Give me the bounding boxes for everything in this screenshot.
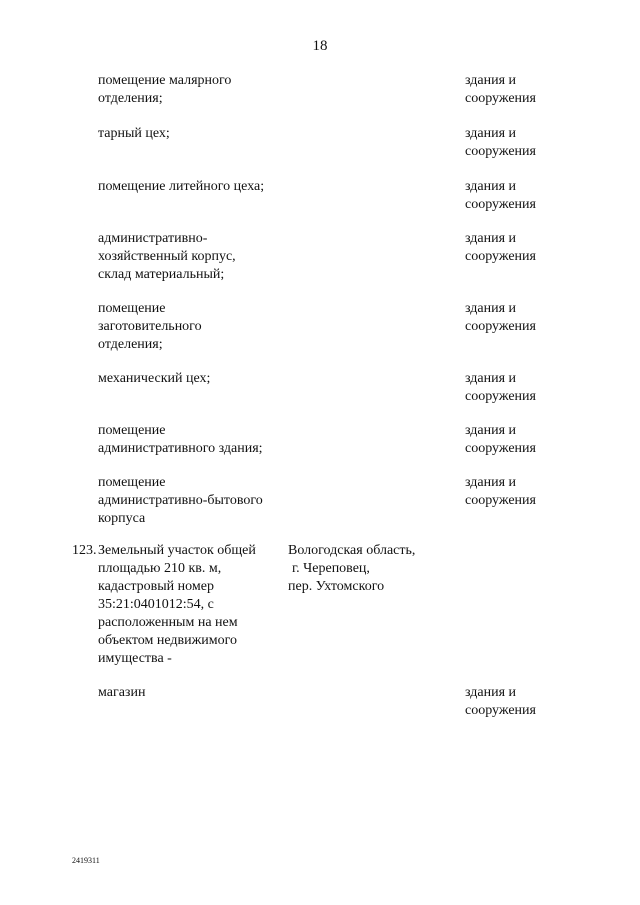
item-description: [98, 125, 288, 143]
description-line: отделения;: [98, 337, 163, 352]
category-line: здания и: [465, 475, 517, 490]
category-line: сооружения: [465, 493, 536, 508]
description-line: склад материальный;: [98, 267, 225, 282]
description-line: помещение малярного: [98, 73, 232, 88]
category-line: здания и: [465, 231, 517, 246]
description-line: хозяйственный корпус,: [98, 249, 236, 264]
category-line: сооружения: [465, 249, 536, 264]
item-description: [98, 422, 288, 458]
footer-document-code: 2419311: [72, 856, 100, 865]
item-number: 123.: [72, 543, 97, 558]
description-line: административно-бытового: [98, 493, 263, 508]
category-line: сооружения: [465, 197, 536, 212]
item-category: [465, 230, 575, 266]
description-line: имущества -: [98, 651, 172, 666]
category-line: здания и: [465, 685, 517, 700]
category-line: сооружения: [465, 703, 536, 718]
item-category: [465, 72, 575, 108]
category-line: здания и: [465, 73, 517, 88]
description-line: помещение: [98, 301, 166, 316]
description-line: магазин: [98, 685, 146, 700]
item-description: [98, 684, 288, 702]
category-line: сооружения: [465, 319, 536, 334]
item-description: [98, 178, 288, 196]
description-line: помещение: [98, 475, 166, 490]
item-category: [465, 474, 575, 510]
description-line: отделения;: [98, 91, 163, 106]
description-line: Земельный участок общей: [98, 543, 256, 558]
item-category: [465, 125, 575, 161]
description-line: объектом недвижимого: [98, 633, 238, 648]
item-category: [465, 300, 575, 336]
description-line: расположенным на нем: [98, 615, 238, 630]
description-line: помещение литейного цеха;: [98, 179, 265, 194]
description-line: тарный цех;: [98, 126, 170, 141]
item-description: [98, 72, 288, 108]
description-line: заготовительного: [98, 319, 202, 334]
page-number: 18: [312, 38, 328, 54]
description-line: площадью 210 кв. м,: [98, 561, 222, 576]
description-line: административно-: [98, 231, 208, 246]
category-line: здания и: [465, 179, 517, 194]
category-line: здания и: [465, 301, 517, 316]
category-line: здания и: [465, 126, 517, 141]
item-category: [465, 422, 575, 458]
description-line: административного здания;: [98, 441, 263, 456]
category-line: сооружения: [465, 144, 536, 159]
address-line: пер. Ухтомского: [288, 579, 385, 594]
category-line: здания и: [465, 371, 517, 386]
item-description: [98, 300, 288, 354]
category-line: сооружения: [465, 441, 536, 456]
address-line: Вологодская область,: [288, 543, 416, 558]
item-address: [288, 542, 448, 596]
category-line: сооружения: [465, 91, 536, 106]
description-line: 35:21:0401012:54, с: [98, 597, 214, 612]
category-line: сооружения: [465, 389, 536, 404]
item-description: [98, 474, 288, 528]
address-line: г. Череповец,: [292, 561, 370, 576]
category-line: здания и: [465, 423, 517, 438]
description-line: кадастровый номер: [98, 579, 214, 594]
description-line: механический цех;: [98, 371, 211, 386]
description-line: корпуса: [98, 511, 146, 526]
description-line: помещение: [98, 423, 166, 438]
item-category: [465, 684, 575, 720]
item-description: [98, 542, 288, 668]
item-category: [465, 178, 575, 214]
item-description: [98, 370, 288, 388]
item-description: [98, 230, 288, 284]
item-category: [465, 370, 575, 406]
